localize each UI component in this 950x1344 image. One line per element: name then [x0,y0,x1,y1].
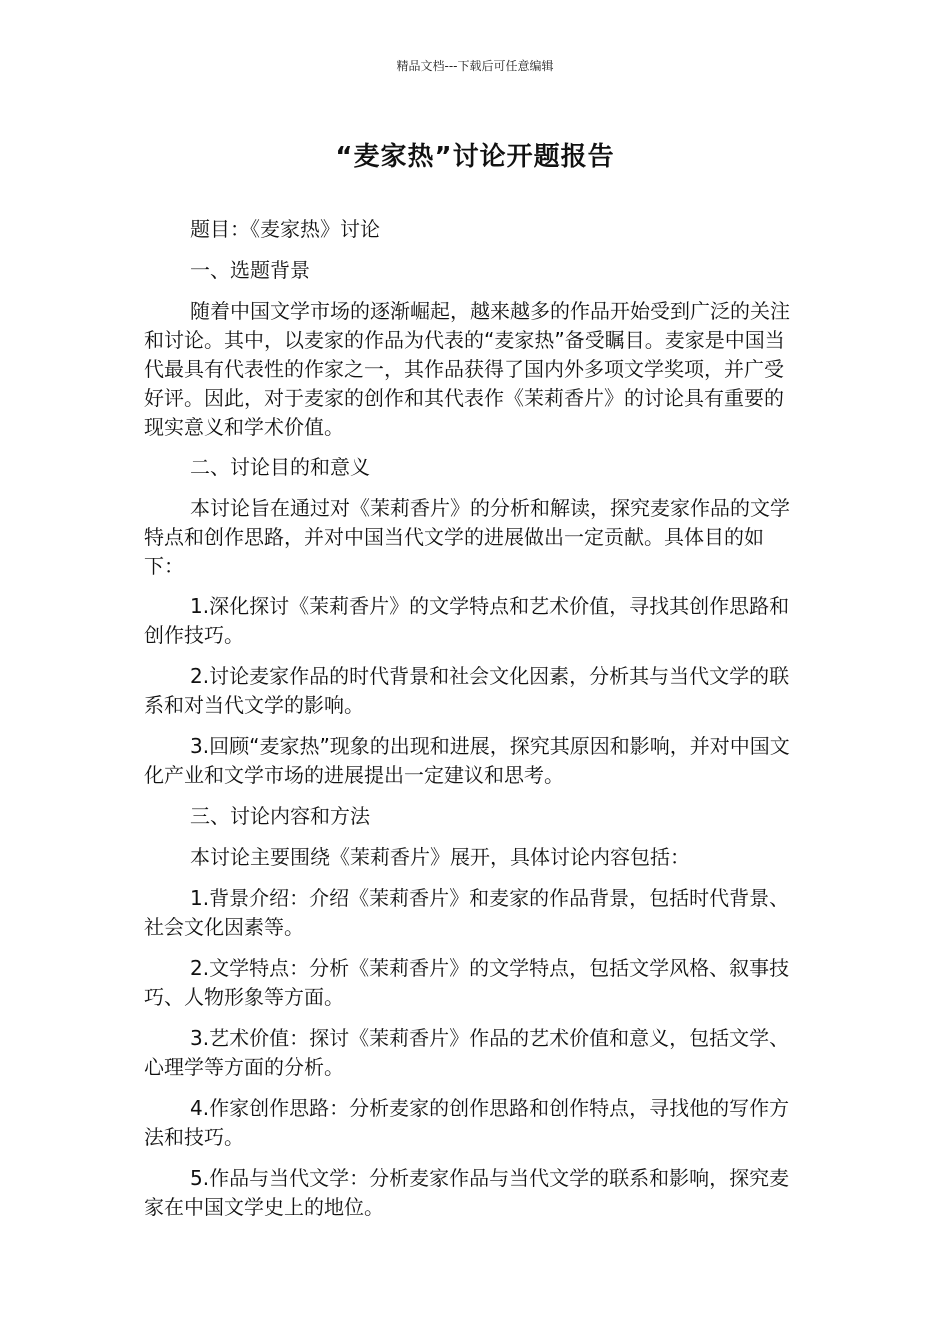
content-item-3: 3.艺术价值：探讨《茉莉香片》作品的艺术价值和意义，包括文学、心理学等方面的分析。 [144,1026,790,1079]
purpose-item-1: 1.深化探讨《茉莉香片》的文学特点和艺术价值，寻找其创作思路和创作技巧。 [144,594,790,647]
topic-line: 题目：《麦家热》讨论 [190,217,380,241]
content-item-5: 5.作品与当代文学：分析麦家作品与当代文学的联系和影响，探究麦家在中国文学史上的地位。 [144,1166,790,1219]
purpose-item-2: 2.讨论麦家作品的时代背景和社会文化因素，分析其与当代文学的联系和对当代文学的影响。 [144,664,790,717]
section-heading-content-method: 三、讨论内容和方法 [190,804,370,828]
document-title: “麦家热”讨论开题报告 [335,142,615,172]
content-item-2: 2.文学特点：分析《茉莉香片》的文学特点，包括文学风格、叙事技巧、人物形象等方面。 [144,956,790,1009]
background-paragraph: 随着中国文学市场的逐渐崛起，越来越多的作品开始受到广泛的关注和讨论。其中，以麦家的作品为代表的“麦家热”备受瞩目。麦家是中国当代最具有代表性的作家之一，其作品获得了国内外多项文学奖项，并广受好评。因此，对于麦家的创作和其代表作《茉莉香片》的讨论具有重要的现实意义和学术价值。 [144,299,790,439]
purpose-paragraph: 本讨论旨在通过对《茉莉香片》的分析和解读，探究麦家作品的文学特点和创作思路，并对中国当代文学的进展做出一定贡献。具体目的如下： [144,496,790,578]
section-heading-background: 一、选题背景 [190,258,310,282]
content-item-4: 4.作家创作思路：分析麦家的创作思路和创作特点，寻找他的写作方法和技巧。 [144,1096,790,1149]
content-intro-paragraph: 本讨论主要围绕《茉莉香片》展开，具体讨论内容包括： [190,845,690,869]
document-body [144,215,796,1234]
section-heading-purpose: 二、讨论目的和意义 [190,455,370,479]
purpose-item-3: 3.回顾“麦家热”现象的出现和进展，探究其原因和影响，并对中国文化产业和文学市场的进展提出一定建议和思考。 [144,734,790,787]
page-header: 精品文档---下载后可任意编辑 [396,59,554,73]
content-item-1: 1.背景介绍：介绍《茉莉香片》和麦家的作品背景，包括时代背景、社会文化因素等。 [144,886,790,939]
